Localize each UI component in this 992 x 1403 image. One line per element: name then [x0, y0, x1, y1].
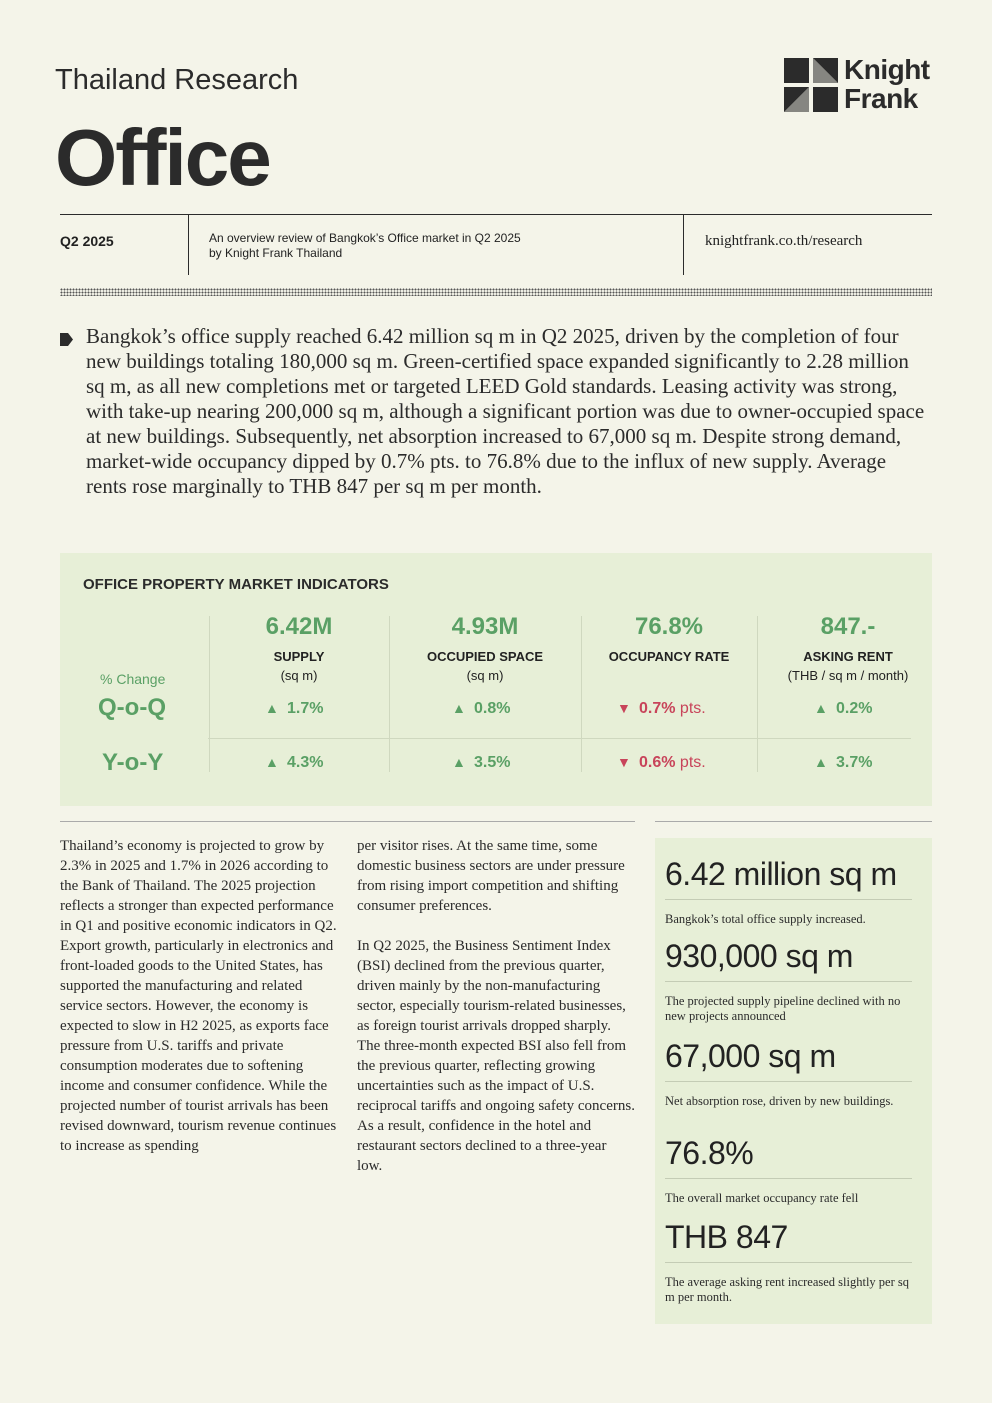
logo-wordmark	[844, 56, 930, 114]
indicator-supply	[209, 613, 389, 683]
change-unit: pts.	[679, 700, 706, 717]
stat-value: 6.42 million sq m	[665, 856, 912, 900]
research-url-link[interactable]: knightfrank.co.th/research	[705, 233, 863, 249]
meta-divider	[188, 215, 189, 275]
indicator-label: SUPPLY	[273, 649, 325, 664]
change-value: 0.6%	[639, 754, 676, 771]
indicator-occupancy-rate	[581, 613, 757, 668]
stat-description: The projected supply pipeline declined with no new projects announced	[665, 994, 901, 1023]
section-rule	[655, 821, 932, 822]
stat-description: Bangkok’s total office supply increased.	[665, 912, 866, 926]
row-label-qoq: Q-o-Q	[98, 694, 166, 721]
summary-paragraph: Bangkok’s office supply reached 6.42 million sq m in Q2 2025, driven by the completion of four new buildings totaling 180,000 sq m. Green-certified space expanded significantly to 2.28 million sq m, as all new completions met or targeted LEED Gold standards. Leasing activity was strong, with take-up nearing 200,000 sq m, although a significant portion was due to owner-occupied space at new buildings. Subsequently, net absorption increased to 67,000 sq m. Despite strong demand, market-wide occupancy dipped by 0.7% pts. to 76.8% due to the influx of new supply. Average rents rose marginally to THB 847 per sq m per month.	[86, 324, 925, 498]
arrow-up-icon: ▲	[814, 754, 828, 770]
change-value: 4.3%	[287, 754, 324, 771]
section-rule	[60, 821, 635, 822]
indicators-heading: OFFICE PROPERTY MARKET INDICATORS	[83, 576, 389, 593]
stat-description: The overall market occupancy rate fell	[665, 1191, 859, 1205]
indicator-unit: (sq m)	[280, 668, 318, 683]
stat-value: THB 847	[665, 1219, 912, 1263]
change-qoq-occupancy-rate	[617, 700, 706, 718]
change-value: 1.7%	[287, 700, 324, 717]
body-column-2	[357, 836, 635, 1196]
change-yoy-occupied-space	[452, 754, 510, 772]
stat-value: 67,000 sq m	[665, 1038, 912, 1082]
body-column-1	[60, 836, 338, 1176]
logo-mark-icon	[784, 58, 838, 112]
stat-occupancy	[665, 1135, 912, 1206]
row-divider	[208, 738, 911, 739]
change-value: 3.7%	[836, 754, 873, 771]
arrow-up-icon: ▲	[814, 700, 828, 716]
indicator-asking-rent	[757, 613, 939, 683]
arrow-up-icon: ▲	[452, 700, 466, 716]
logo-line-1: Knight	[844, 54, 930, 85]
arrow-up-icon: ▲	[265, 700, 279, 716]
indicator-label: OCCUPIED SPACE	[426, 649, 544, 664]
indicator-occupied-space	[389, 613, 581, 683]
stat-value: 76.8%	[665, 1135, 912, 1179]
arrow-up-icon: ▲	[452, 754, 466, 770]
knight-frank-logo	[784, 54, 936, 114]
indicator-value: 4.93M	[451, 613, 519, 640]
arrow-down-icon: ▼	[617, 754, 631, 770]
logo-line-2: Frank	[844, 83, 918, 114]
indicator-label: OCCUPANCY RATE	[608, 649, 730, 664]
change-value: 0.2%	[836, 700, 873, 717]
indicator-unit: (sq m)	[466, 668, 504, 683]
change-value: 3.5%	[474, 754, 511, 771]
bullet-icon	[60, 333, 73, 346]
stat-description: The average asking rent increased slightly per sq m per month.	[665, 1275, 910, 1304]
stat-value: 930,000 sq m	[665, 938, 912, 982]
report-quarter: Q2 2025	[60, 233, 114, 249]
change-qoq-supply	[265, 700, 323, 718]
stat-supply	[665, 856, 912, 927]
stat-pipeline	[665, 938, 912, 1024]
report-description-line-1: An overview review of Bangkok’s Office market in Q2 2025	[209, 231, 521, 245]
meta-bar	[60, 214, 932, 275]
indicator-value: 847.-	[820, 613, 876, 640]
key-stats-panel	[655, 838, 932, 1324]
report-description-line-2: by Knight Frank Thailand	[209, 246, 343, 260]
meta-divider	[683, 215, 684, 275]
region-label: Thailand Research	[55, 64, 299, 96]
indicator-label: ASKING RENT	[803, 649, 893, 664]
indicator-unit: (THB / sq m / month)	[787, 668, 909, 683]
row-label-yoy: Y-o-Y	[102, 749, 164, 776]
report-description	[209, 231, 629, 261]
stat-asking-rent	[665, 1219, 912, 1305]
market-indicators-panel	[60, 553, 932, 806]
body-paragraph: per visitor rises. At the same time, some domestic business sectors are under pressure from rising import competition and shifting consumer preferences.	[357, 838, 625, 914]
change-value: 0.8%	[474, 700, 511, 717]
change-value: 0.7%	[639, 700, 676, 717]
stat-net-absorption	[665, 1038, 912, 1109]
pct-change-label: % Change	[100, 671, 166, 687]
change-qoq-occupied-space	[452, 700, 510, 718]
page-title: Office	[55, 113, 270, 202]
dotted-divider	[60, 288, 932, 296]
body-paragraph: In Q2 2025, the Business Sentiment Index (BSI) declined from the previous quarter, driven mainly by the non-manufacturing sector, especially tourism-related businesses, as foreign tourist arrivals dropped sharply. The three-month expected BSI also fell from the previous quarter, reflecting growing uncertainties such as the impact of U.S. reciprocal tariffs and ongoing safety concerns. As a result, confidence in the hotel and restaurant sectors declined to a three-year low.	[357, 938, 635, 1174]
change-yoy-supply	[265, 754, 323, 772]
change-qoq-asking-rent	[814, 700, 872, 718]
indicator-value: 76.8%	[634, 613, 704, 640]
arrow-up-icon: ▲	[265, 754, 279, 770]
arrow-down-icon: ▼	[617, 700, 631, 716]
change-yoy-occupancy-rate	[617, 754, 706, 772]
indicator-value: 6.42M	[265, 613, 333, 640]
change-unit: pts.	[679, 754, 706, 771]
body-paragraph: Thailand’s economy is projected to grow by 2.3% in 2025 and 1.7% in 2026 according to the Bank of Thailand. The 2025 projection reflects a stronger than expected performance in Q1 and positive economic indicators in Q2. Export growth, particularly in electronics and front-loaded goods to the United States, has supported the manufacturing and related service sectors. However, the economy is expected to slow in H2 2025, as exports face pressure from U.S. tariffs and private consumption moderates due to softening income and consumer confidence. While the projected number of tourist arrivals has been revised downward, tourism revenue continues to increase as spending	[60, 838, 337, 1154]
stat-description: Net absorption rose, driven by new buildings.	[665, 1094, 894, 1108]
change-yoy-asking-rent	[814, 754, 872, 772]
